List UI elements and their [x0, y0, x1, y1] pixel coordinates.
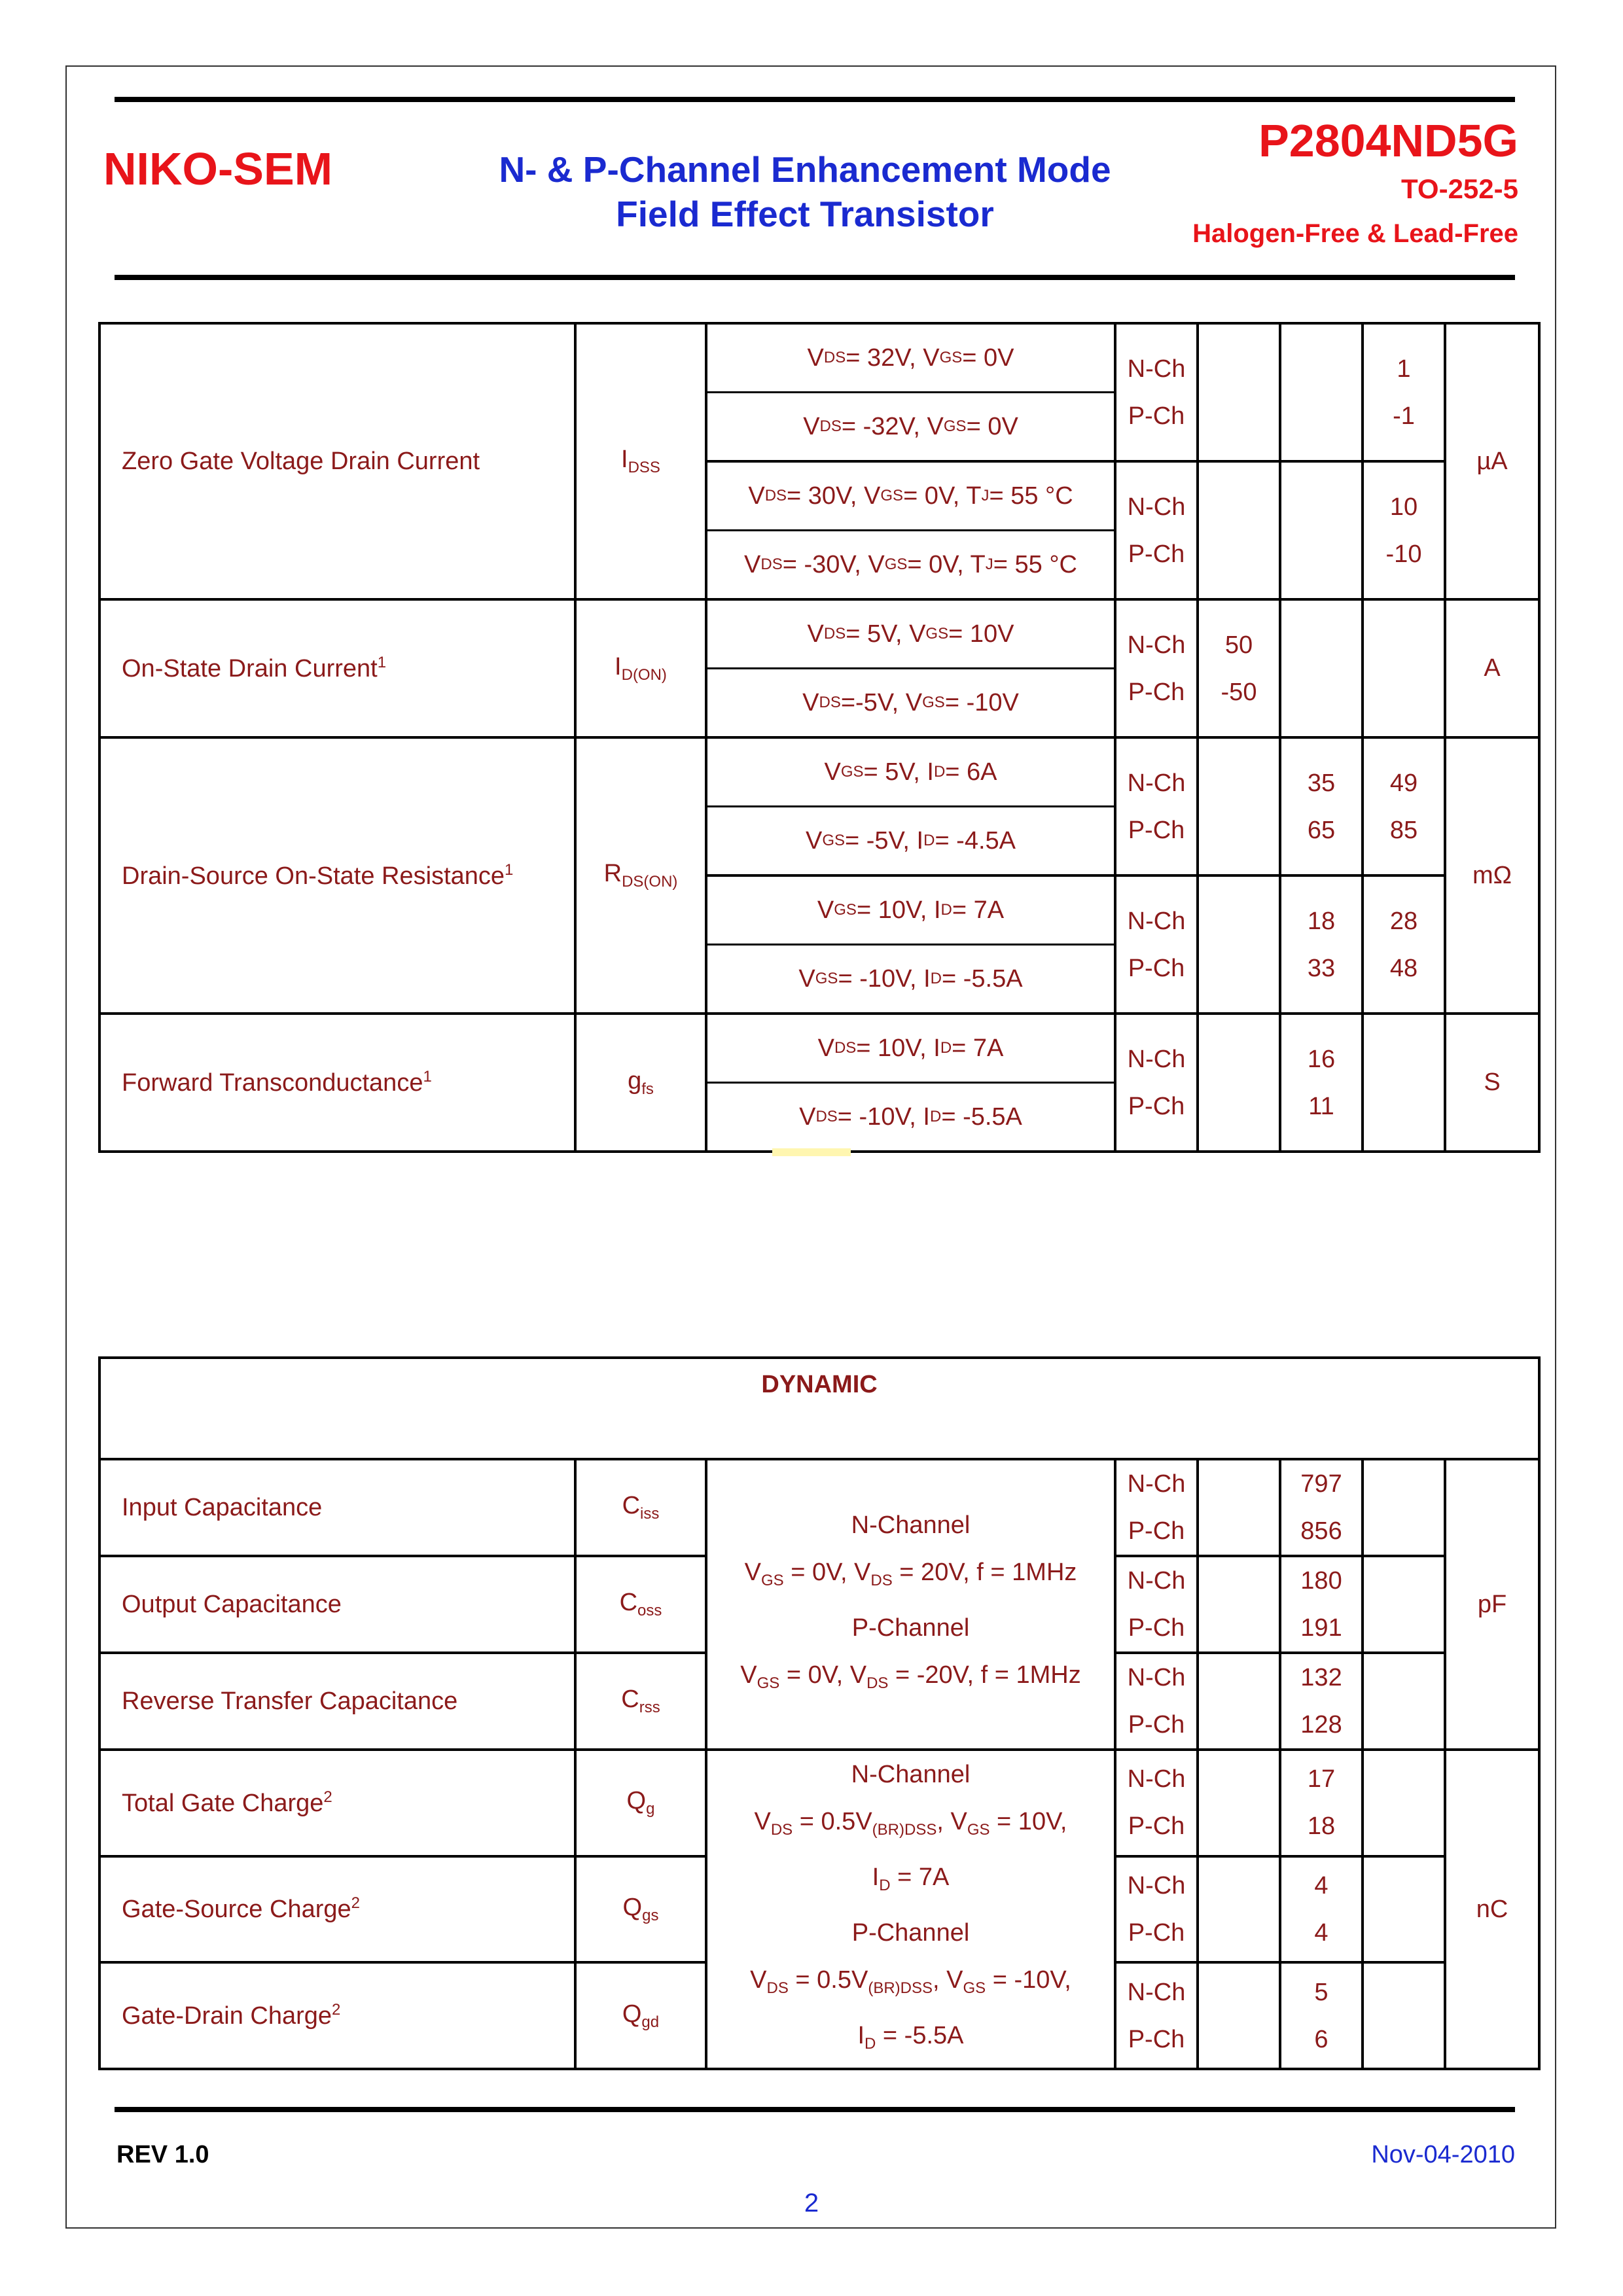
typ-value: [1280, 599, 1363, 737]
max-value: [1363, 1014, 1445, 1152]
typ-value-value: 191: [1300, 1614, 1342, 1642]
parameter-name: Drain-Source On-State Resistance$^1$: [99, 737, 575, 1014]
typ-value-stack: [1281, 880, 1361, 1010]
max-value-stack: [1364, 1756, 1444, 1849]
symbol-subscript: gs: [642, 1906, 659, 1924]
table-row: [99, 323, 1539, 461]
unit-label: µA: [1445, 323, 1539, 599]
channel-label: [1115, 1962, 1198, 2069]
min-value: [1198, 875, 1280, 1014]
typ-value-value: 4: [1314, 1918, 1329, 1947]
typ-value-stack: [1281, 604, 1361, 733]
test-conditions: [706, 737, 1115, 875]
max-value: [1363, 737, 1445, 875]
max-value: [1363, 875, 1445, 1014]
symbol-subscript: gd: [641, 2013, 660, 2031]
test-conditions: [706, 461, 1115, 599]
max-value: [1363, 1459, 1445, 1556]
channel-label-value: N-Ch: [1127, 355, 1186, 383]
typ-value: [1280, 875, 1363, 1014]
max-value-value: 49: [1389, 769, 1418, 797]
min-value-stack: [1199, 880, 1279, 1010]
channel-label-value: N-Ch: [1127, 1664, 1186, 1691]
channel-label-value: N-Ch: [1127, 1765, 1186, 1793]
channel-label-stack: [1116, 466, 1196, 595]
condition-line: V DS = 30V, V GS = 0V, T J = 55 °C: [707, 463, 1114, 531]
symbol-subscript: DSS: [628, 459, 660, 476]
min-value-stack: [1199, 1461, 1279, 1554]
channel-label-value: P-Ch: [1128, 1092, 1185, 1120]
channel-label: [1115, 1459, 1198, 1556]
parameter-symbol: $g_{fs}$: [575, 1014, 706, 1152]
channel-label-stack: [1116, 1018, 1196, 1148]
typ-value-value: 18: [1307, 907, 1336, 935]
channel-label: [1115, 1014, 1198, 1152]
max-value-value: 1: [1397, 355, 1411, 383]
channel-label-value: P-Ch: [1128, 1614, 1185, 1642]
parameter-symbol: $I_{D(ON)}$: [575, 599, 706, 737]
highlight-mark: [772, 1148, 851, 1156]
condition-line: V GS = 10V, I D = 7A: [707, 877, 1114, 945]
parameter-symbol: $R_{DS(ON)}$: [575, 737, 706, 1014]
dynamic-characteristics-table: [98, 1356, 1541, 2070]
condition-line: $V_{GS} = 0V$, $V_{DS} = -20V$, f = 1MHz: [740, 1661, 1081, 1692]
max-value: [1363, 1962, 1445, 2069]
channel-label-stack: [1116, 328, 1196, 457]
max-value: [1363, 1653, 1445, 1750]
channel-label-value: N-Ch: [1127, 1470, 1186, 1498]
max-value-stack: [1364, 1558, 1444, 1651]
symbol-subscript: oss: [637, 1602, 662, 1619]
typ-value: [1280, 461, 1363, 599]
channel-label-value: P-Ch: [1128, 540, 1185, 568]
typ-value: [1280, 1750, 1363, 1856]
test-conditions: [706, 875, 1115, 1014]
parameter-name: Gate-Drain Charge$^2$: [99, 1962, 575, 2069]
static-characteristics-table: [98, 322, 1541, 1153]
table-row: [99, 1750, 1539, 1856]
condition-line: V DS = -10V, I D = -5.5A: [799, 1103, 1022, 1131]
revision-label: REV 1.0: [116, 2141, 209, 2168]
channel-label: [1115, 1653, 1198, 1750]
condition-line: V DS = -32V, V GS = 0V: [803, 412, 1018, 440]
max-value-stack: [1364, 1969, 1444, 2062]
unit-label: mΩ: [1445, 737, 1539, 1014]
parameter-name: Total Gate Charge$^2$: [99, 1750, 575, 1856]
min-value: [1198, 1014, 1280, 1152]
channel-label-value: N-Ch: [1127, 493, 1186, 521]
table-row: [99, 1014, 1539, 1152]
test-conditions: [706, 1750, 1115, 2069]
channel-label-value: N-Ch: [1127, 1978, 1186, 2006]
channel-label-value: N-Ch: [1127, 1567, 1186, 1595]
max-value-stack: [1364, 328, 1444, 457]
typ-value: [1280, 737, 1363, 875]
typ-value-value: 6: [1314, 2025, 1329, 2053]
condition-line: V DS = -30V, V GS = 0V, T J = 55 °C: [744, 550, 1077, 578]
condition-line: V DS =-5V, V GS = -10V: [802, 688, 1019, 716]
max-value-stack: [1364, 1461, 1444, 1554]
min-value-value: -50: [1221, 678, 1257, 706]
max-value-value: -1: [1393, 402, 1415, 430]
parameter-name: Gate-Source Charge$^2$: [99, 1856, 575, 1963]
typ-value-stack: [1281, 1756, 1361, 1849]
max-value-value: 28: [1389, 907, 1418, 935]
symbol-subscript: fs: [641, 1080, 654, 1098]
max-value-stack: [1364, 742, 1444, 872]
channel-label-stack: [1116, 1461, 1196, 1554]
condition-line: V GS = -5V, I D = -4.5A: [805, 826, 1016, 855]
condition-line: $I_D = -5.5A$: [857, 2022, 964, 2053]
package-type: TO-252-5: [1401, 173, 1518, 204]
parameter-symbol: $C_{rss}$: [575, 1653, 706, 1750]
unit-label: S: [1445, 1014, 1539, 1152]
channel-label: [1115, 737, 1198, 875]
conditions-stack: [707, 463, 1114, 598]
typ-value-value: 5: [1314, 1978, 1329, 2006]
max-value-value: 10: [1389, 493, 1418, 521]
min-value: [1198, 461, 1280, 599]
parameter-name: Reverse Transfer Capacitance: [99, 1653, 575, 1750]
symbol-subscript: rss: [639, 1699, 660, 1716]
min-value: [1198, 1750, 1280, 1856]
header-rule-bottom: [115, 275, 1515, 280]
max-value-stack: [1364, 880, 1444, 1010]
max-value-stack: [1364, 1863, 1444, 1956]
channel-label-stack: [1116, 1655, 1196, 1748]
parameter-symbol: $Q_{gs}$: [575, 1856, 706, 1963]
max-value-stack: [1364, 466, 1444, 595]
max-value: [1363, 461, 1445, 599]
test-conditions: [706, 1459, 1115, 1750]
max-value: [1363, 1556, 1445, 1653]
typ-value-value: 856: [1300, 1517, 1342, 1545]
footnote-marker: 1: [505, 860, 514, 879]
channel-label-value: P-Ch: [1128, 1918, 1185, 1947]
channel-label-stack: [1116, 1863, 1196, 1956]
min-value: [1198, 1556, 1280, 1653]
min-value-stack: [1199, 1558, 1279, 1651]
condition-line: P-Channel: [851, 1614, 970, 1642]
symbol-subscript: iss: [640, 1505, 660, 1523]
parameter-name: Input Capacitance: [99, 1459, 575, 1556]
typ-value-value: 35: [1307, 769, 1336, 797]
parameter-symbol: $Q_g$: [575, 1750, 706, 1856]
typ-value-stack: [1281, 1969, 1361, 2062]
typ-value-stack: [1281, 742, 1361, 872]
min-value: [1198, 323, 1280, 461]
typ-value-value: 797: [1300, 1470, 1342, 1498]
min-value-stack: [1199, 1969, 1279, 2062]
min-value-stack: [1199, 742, 1279, 872]
typ-value-value: 17: [1307, 1765, 1336, 1793]
channel-label: [1115, 875, 1198, 1014]
channel-label-value: P-Ch: [1128, 1711, 1185, 1739]
brand-name: NIKO-SEM: [103, 143, 332, 194]
channel-label-value: P-Ch: [1128, 954, 1185, 982]
channel-label-value: P-Ch: [1128, 2025, 1185, 2053]
document-title-line1: N- & P-Channel Enhancement Mode: [499, 149, 1111, 190]
channel-label: [1115, 1750, 1198, 1856]
typ-value-stack: [1281, 466, 1361, 595]
channel-label-stack: [1116, 1558, 1196, 1651]
compliance-label: Halogen-Free & Lead-Free: [1192, 219, 1518, 248]
min-value: [1198, 1962, 1280, 2069]
typ-value-value: 33: [1307, 954, 1336, 982]
typ-value: [1280, 1459, 1363, 1556]
min-value-stack: [1199, 1018, 1279, 1148]
typ-value-stack: [1281, 1655, 1361, 1748]
max-value-stack: [1364, 604, 1444, 733]
condition-line: V DS = 32V, V GS = 0V: [707, 325, 1114, 393]
table-row: [99, 737, 1539, 875]
max-value-stack: [1364, 1018, 1444, 1148]
parameter-symbol: $I_{DSS}$: [575, 323, 706, 599]
channel-label-value: N-Ch: [1127, 1871, 1186, 1899]
dynamic-heading: DYNAMIC: [99, 1358, 1539, 1459]
channel-label-value: P-Ch: [1128, 1517, 1185, 1545]
max-value-value: 48: [1389, 954, 1418, 982]
min-value: [1198, 1653, 1280, 1750]
min-value-stack: [1199, 1756, 1279, 1849]
parameter-name: Output Capacitance: [99, 1556, 575, 1653]
typ-value: [1280, 1962, 1363, 2069]
channel-label-value: P-Ch: [1128, 402, 1185, 430]
table-row: [99, 1459, 1539, 1556]
footnote-marker: 2: [332, 2001, 341, 2019]
conditions-stack: [707, 739, 1114, 874]
table-row: [99, 599, 1539, 737]
channel-label-value: N-Ch: [1127, 1045, 1186, 1073]
condition-line: N-Channel: [851, 1761, 971, 1788]
typ-value-value: 18: [1307, 1812, 1336, 1841]
max-value-value: 85: [1389, 816, 1418, 844]
typ-value: [1280, 1014, 1363, 1152]
channel-label: [1115, 599, 1198, 737]
min-value-value: 50: [1224, 631, 1253, 659]
typ-value-value: 132: [1300, 1664, 1342, 1691]
min-value: [1198, 1856, 1280, 1963]
parameter-symbol: $C_{oss}$: [575, 1556, 706, 1653]
channel-label: [1115, 323, 1198, 461]
channel-label-value: P-Ch: [1128, 816, 1185, 844]
conditions-stack: [707, 1015, 1114, 1150]
channel-label: [1115, 1556, 1198, 1653]
max-value-stack: [1364, 1655, 1444, 1748]
min-value: [1198, 1459, 1280, 1556]
test-conditions: [706, 323, 1115, 461]
condition-line: V DS = 5V, V GS = 10V: [707, 601, 1114, 669]
test-conditions: [706, 599, 1115, 737]
max-value: [1363, 1856, 1445, 1963]
condition-line: V GS = 5V, I D = 6A: [707, 739, 1114, 807]
header-rule-top: [115, 97, 1515, 102]
max-value: [1363, 1750, 1445, 1856]
condition-line: N-Channel: [851, 1511, 971, 1539]
conditions-stack: [707, 601, 1114, 736]
unit-label: nC: [1445, 1750, 1539, 2069]
parameter-symbol: $C_{iss}$: [575, 1459, 706, 1556]
footnote-marker: 1: [377, 654, 387, 671]
typ-value: [1280, 1556, 1363, 1653]
channel-label-stack: [1116, 880, 1196, 1010]
channel-label-stack: [1116, 1969, 1196, 2062]
condition-line: P-Channel: [851, 1919, 970, 1947]
typ-value-value: 11: [1308, 1092, 1334, 1120]
channel-label-value: N-Ch: [1127, 631, 1186, 659]
channel-label-stack: [1116, 604, 1196, 733]
channel-label-stack: [1116, 1756, 1196, 1849]
footnote-marker: 1: [423, 1068, 432, 1086]
symbol-subscript: DS(ON): [622, 873, 678, 891]
footer-rule: [115, 2107, 1515, 2112]
max-value: [1363, 599, 1445, 737]
min-value-stack: [1199, 328, 1279, 457]
min-value: [1198, 737, 1280, 875]
typ-value-value: 65: [1307, 816, 1336, 844]
condition-line: V DS = 10V, I D = 7A: [707, 1015, 1114, 1084]
symbol-subscript: D(ON): [621, 665, 667, 684]
typ-value-value: 16: [1307, 1045, 1336, 1073]
test-conditions: [706, 1014, 1115, 1152]
channel-label-value: P-Ch: [1128, 678, 1185, 706]
parameter-symbol: $Q_{gd}$: [575, 1962, 706, 2069]
parameter-name: Zero Gate Voltage Drain Current: [99, 323, 575, 599]
max-value-value: -10: [1385, 540, 1422, 568]
condition-line: V GS = -10V, I D = -5.5A: [798, 964, 1023, 993]
channel-label-value: N-Ch: [1127, 769, 1186, 797]
channel-label: [1115, 461, 1198, 599]
condition-line: $I_D = 7A$: [872, 1863, 950, 1894]
typ-value-value: 128: [1300, 1711, 1342, 1739]
page-number: 2: [804, 2189, 819, 2217]
footnote-marker: 2: [351, 1894, 360, 1913]
channel-label: [1115, 1856, 1198, 1963]
min-value: [1198, 599, 1280, 737]
unit-label: A: [1445, 599, 1539, 737]
typ-value-value: 4: [1314, 1871, 1329, 1899]
channel-label-stack: [1116, 742, 1196, 872]
channel-label-value: N-Ch: [1127, 907, 1186, 935]
typ-value-stack: [1281, 1461, 1361, 1554]
typ-value-stack: [1281, 328, 1361, 457]
parameter-name: On-State Drain Current$^1$: [99, 599, 575, 737]
min-value-stack: [1199, 1863, 1279, 1956]
footnote-marker: 2: [323, 1788, 332, 1806]
typ-value-stack: [1281, 1558, 1361, 1651]
revision-date: Nov-04-2010: [1371, 2141, 1515, 2168]
max-value: [1363, 323, 1445, 461]
condition-line: $V_{GS} = 0V$, $V_{DS} = 20V$, f = 1MHz: [744, 1559, 1077, 1589]
typ-value-stack: [1281, 1863, 1361, 1956]
typ-value: [1280, 323, 1363, 461]
part-number: P2804ND5G: [1258, 115, 1518, 166]
condition-line: $V_{DS} = 0.5V_{(BR)DSS}$, $V_{GS} = -10V$,: [750, 1966, 1071, 1997]
typ-value-value: 180: [1300, 1567, 1342, 1595]
min-value-stack: [1199, 1655, 1279, 1748]
typ-value-stack: [1281, 1018, 1361, 1148]
unit-label: pF: [1445, 1459, 1539, 1750]
min-value-stack: [1199, 604, 1279, 733]
symbol-subscript: g: [646, 1800, 655, 1818]
channel-label-value: P-Ch: [1128, 1812, 1185, 1841]
parameter-name: Forward Transconductance$^1$: [99, 1014, 575, 1152]
typ-value: [1280, 1856, 1363, 1963]
min-value-stack: [1199, 466, 1279, 595]
condition-line: $V_{DS} = 0.5V_{(BR)DSS}$, $V_{GS} = 10V$,: [754, 1808, 1067, 1839]
document-title-line2: Field Effect Transistor: [616, 194, 994, 234]
conditions-stack: [707, 325, 1114, 460]
conditions-stack: [707, 877, 1114, 1012]
typ-value: [1280, 1653, 1363, 1750]
